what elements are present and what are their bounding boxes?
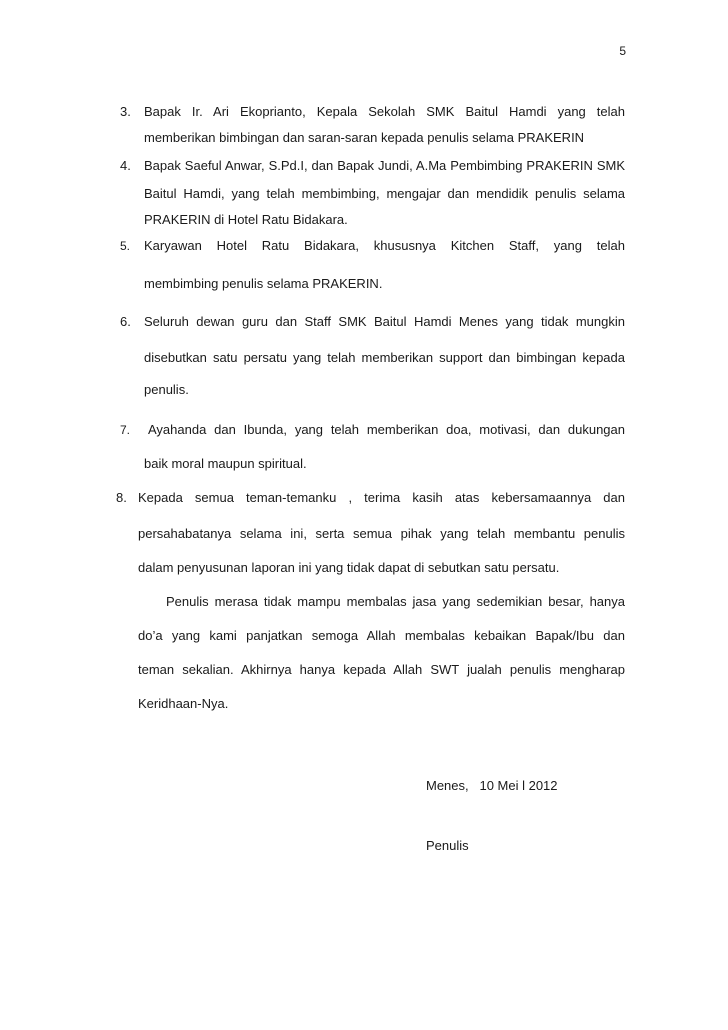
list-item-line: Bapak Ir. Ari Ekoprianto, Kepala Sekolah SMK Baitul Hamdi yang telah	[144, 104, 625, 119]
list-item-line: Kepada semua teman-temanku , terima kasih atas kebersamaannya dan	[138, 490, 625, 505]
list-item-line: Baitul Hamdi, yang telah membimbing, mengajar dan mendidik penulis selama	[144, 186, 625, 201]
list-item-line: PRAKERIN di Hotel Ratu Bidakara.	[144, 212, 348, 227]
list-marker: 7.	[120, 423, 131, 437]
list-item-line: memberikan bimbingan dan saran-saran kepada penulis selama PRAKERIN	[144, 130, 585, 145]
signature-label: Penulis	[426, 838, 469, 853]
place-date: Menes, 10 Mei l 2012	[426, 778, 558, 793]
closing-paragraph-line: do’a yang kami panjatkan semoga Allah membalas kebaikan Bapak/Ibu dan	[138, 628, 625, 643]
list-item-line: dalam penyusunan laporan ini yang tidak dapat di sebutkan satu persatu.	[138, 560, 560, 575]
list-item-line: Bapak Saeful Anwar, S.Pd.I, dan Bapak Jundi, A.Ma Pembimbing PRAKERIN SMK	[144, 158, 625, 173]
list-item-line: baik moral maupun spiritual.	[144, 456, 307, 471]
closing-paragraph-line: Penulis merasa tidak mampu membalas jasa yang sedemikian besar, hanya	[166, 594, 625, 609]
closing-paragraph-line: teman sekalian. Akhirnya hanya kepada Allah SWT jualah penulis mengharap	[138, 662, 625, 677]
list-item-line: Karyawan Hotel Ratu Bidakara, khususnya Kitchen Staff, yang telah	[144, 238, 625, 253]
list-marker: 5.	[120, 239, 131, 253]
list-item-line: Seluruh dewan guru dan Staff SMK Baitul Hamdi Menes yang tidak mungkin	[144, 314, 625, 329]
list-item-line: persahabatanya selama ini, serta semua pihak yang telah membantu penulis	[138, 526, 625, 541]
closing-paragraph-line: Keridhaan-Nya.	[138, 696, 229, 711]
list-item-line: membimbing penulis selama PRAKERIN.	[144, 276, 383, 291]
list-item-line: penulis.	[144, 382, 189, 397]
list-marker: 4.	[120, 158, 131, 173]
list-marker: 6.	[120, 314, 131, 329]
page-number: 5	[619, 44, 626, 58]
list-item-line: disebutkan satu persatu yang telah memberikan support dan bimbingan kepada	[144, 350, 625, 365]
list-marker: 3.	[120, 104, 131, 119]
list-marker: 8.	[116, 490, 127, 505]
list-item-line: Ayahanda dan Ibunda, yang telah memberikan doa, motivasi, dan dukungan	[148, 422, 625, 437]
